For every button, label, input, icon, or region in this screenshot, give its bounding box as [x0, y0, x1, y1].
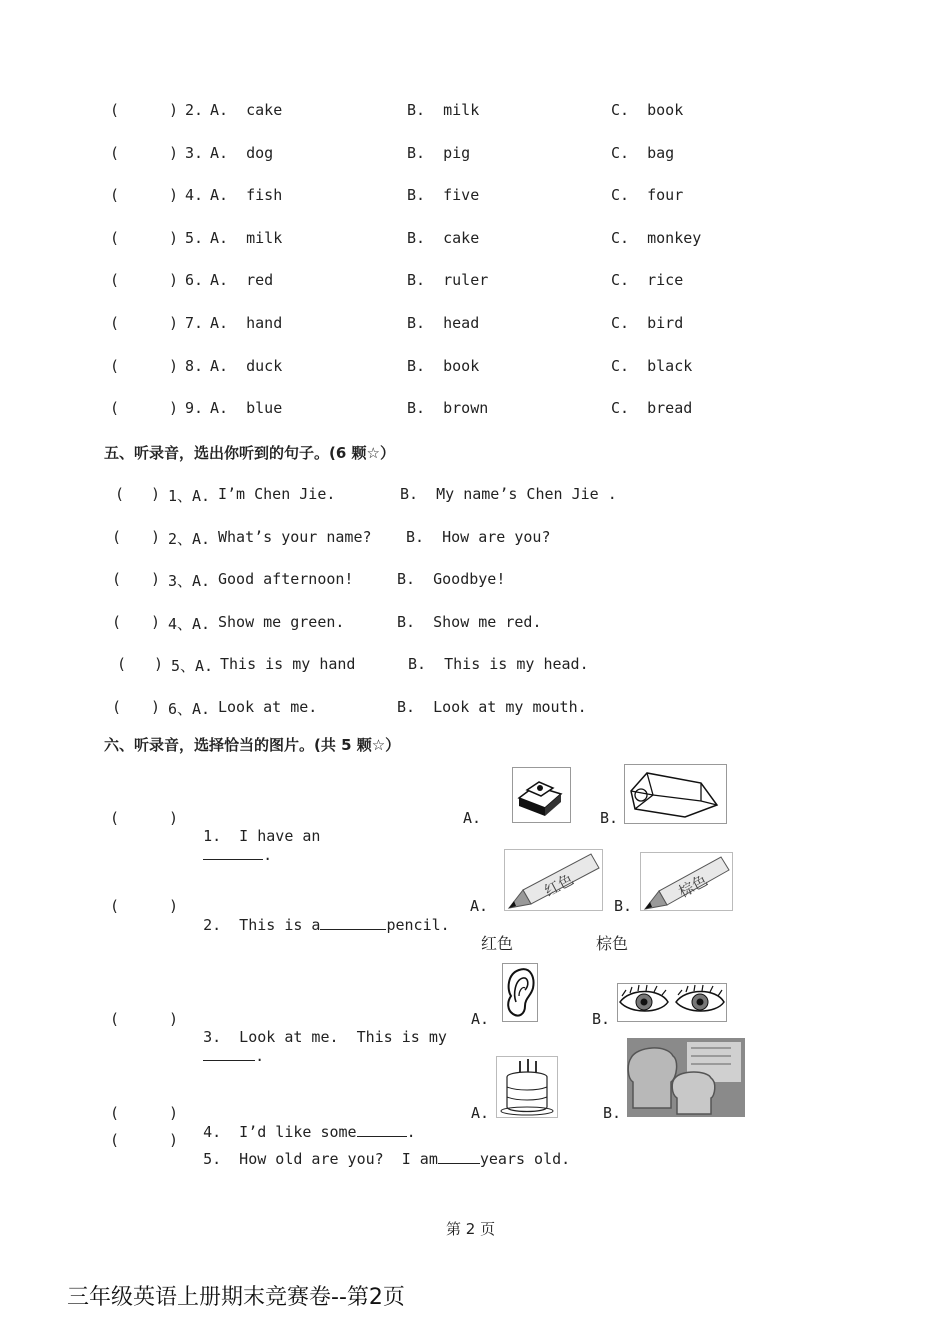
s6-q3-post: . [255, 1047, 265, 1065]
s4-row-question-number: 6. [185, 271, 204, 290]
s5-row-paren-close: ) [151, 698, 161, 716]
s6-q2-text [185, 897, 450, 934]
bread-icon [627, 1038, 745, 1117]
s4-row-paren-open: ( [110, 143, 120, 162]
brown-pencil-picture [640, 852, 733, 911]
s4-row-option-a[interactable]: A. milk [210, 228, 283, 247]
s5-row-option-a-text[interactable]: Look at me. [218, 698, 318, 716]
s4-row-question-number: 8. [185, 356, 204, 375]
s4-row-paren-open: ( [110, 399, 120, 418]
page-number: 第 2 页 [446, 1220, 496, 1238]
s6-q5-text [185, 1131, 570, 1168]
s6-q1-option-a[interactable]: A. [463, 809, 482, 827]
s5-row-option-b[interactable]: B. Look at my mouth. [397, 698, 587, 716]
s4-row-option-c[interactable]: C. four [611, 186, 684, 205]
s4-row-option-b[interactable]: B. milk [407, 101, 480, 119]
s4-row-option-c[interactable]: C. monkey [611, 228, 702, 247]
caption-red: 红色 [481, 934, 514, 953]
s5-row-option-a-text[interactable]: What’s your name? [218, 527, 372, 546]
s4-row-paren-open: ( [110, 314, 120, 332]
birthday-cake-icon [497, 1057, 557, 1117]
s6-q2-post: pencil. [386, 916, 450, 934]
s4-row-option-a[interactable]: A. cake [210, 101, 283, 119]
ear-icon [503, 964, 537, 1021]
s6-q1-paren-close: ) [169, 809, 179, 827]
s5-row-question-number[interactable]: 4、A. [168, 614, 211, 633]
s5-row-option-b[interactable]: B. Goodbye! [397, 570, 506, 589]
s4-row-paren-close: ) [169, 143, 179, 162]
s4-row-option-a[interactable]: A. dog [210, 143, 274, 162]
s6-q2-paren-close: ) [169, 897, 179, 915]
s4-row-option-c[interactable]: C. book [611, 101, 684, 119]
s6-q4-pre: 4. I’d like some [203, 1123, 357, 1141]
s4-row-paren-close: ) [169, 228, 179, 247]
s4-row-option-c[interactable]: C. bread [611, 399, 693, 418]
s6-q3-option-b[interactable]: B. [592, 1010, 611, 1028]
s5-row-paren-close: ) [151, 485, 161, 503]
s4-row-option-b[interactable]: B. pig [407, 143, 471, 162]
pencil-sharpener-picture [624, 764, 727, 824]
s5-row-option-b[interactable]: B. How are you? [406, 527, 551, 546]
s4-row-paren-open: ( [110, 228, 120, 247]
s4-row-option-b[interactable]: B. ruler [407, 271, 489, 290]
s4-row-option-c[interactable]: C. black [611, 356, 693, 375]
s5-row-paren-close: ) [151, 527, 161, 546]
cake-picture [496, 1056, 558, 1118]
s5-row-paren-open: ( [117, 655, 127, 674]
s5-row-paren-close: ) [154, 655, 164, 674]
s5-row-paren-open: ( [112, 570, 122, 589]
s6-q5-paren-close: ) [169, 1131, 179, 1149]
s4-row-option-b[interactable]: B. head [407, 314, 480, 332]
footer-title: 三年级英语上册期末竞赛卷--第2页 [67, 1285, 405, 1310]
s6-q1-text [185, 809, 320, 864]
s5-row-paren-open: ( [112, 612, 122, 631]
s4-row-option-a[interactable]: A. duck [210, 356, 283, 375]
s4-row-option-b[interactable]: B. cake [407, 228, 480, 247]
s4-row-option-a[interactable]: A. blue [210, 399, 283, 418]
s6-q4-post: . [406, 1123, 416, 1141]
s5-row-option-b[interactable]: B. This is my head. [408, 655, 589, 674]
s6-q4-paren-open: ( [110, 1104, 120, 1122]
s6-q1-pre: 1. I have an [203, 827, 321, 845]
red-pencil-icon [505, 850, 602, 910]
section6-heading: 六、听录音，选择恰当的图片。(共 5 颗☆） [104, 736, 401, 754]
s4-row-option-c[interactable]: C. rice [611, 271, 684, 290]
s5-row-option-a-text[interactable]: Show me green. [218, 612, 345, 631]
s4-row-paren-close: ) [169, 101, 179, 119]
s6-q2-pre: 2. This is a [203, 916, 321, 934]
s4-row-option-c[interactable]: C. bird [611, 314, 684, 332]
section5-heading: 五、听录音，选出你听到的句子。(6 颗☆） [104, 444, 395, 462]
bread-picture [627, 1038, 745, 1117]
s4-row-paren-open: ( [110, 186, 120, 205]
s4-row-option-a[interactable]: A. fish [210, 186, 283, 205]
s5-row-paren-open: ( [115, 485, 125, 503]
s4-row-option-b[interactable]: B. five [407, 186, 480, 205]
s4-row-paren-open: ( [110, 356, 120, 375]
brown-pencil-label: 棕色 [675, 871, 711, 902]
s4-row-option-b[interactable]: B. brown [407, 399, 489, 418]
s4-row-question-number: 9. [185, 399, 204, 418]
red-pencil-picture [504, 849, 603, 911]
s6-q3-option-a[interactable]: A. [471, 1010, 490, 1028]
s6-q5-pre: 5. How old are you? I am [203, 1150, 438, 1168]
s6-q4-paren-close: ) [169, 1104, 179, 1122]
s4-row-option-a[interactable]: A. red [210, 271, 274, 290]
red-pencil-label: 红色 [541, 870, 577, 901]
s5-row-option-b[interactable]: B. Show me red. [397, 612, 542, 631]
s6-q4-option-b[interactable]: B. [603, 1104, 622, 1122]
s6-q2-option-a[interactable]: A. [470, 897, 489, 915]
s4-row-option-b[interactable]: B. book [407, 356, 480, 375]
s4-row-question-number: 7. [185, 314, 204, 332]
s4-row-question-number: 4. [185, 186, 204, 205]
s6-q3-text [185, 1010, 447, 1065]
s5-row-paren-open: ( [112, 527, 122, 546]
s4-row-paren-close: ) [169, 271, 179, 290]
s5-row-paren-close: ) [151, 570, 161, 589]
s6-q3-paren-open: ( [110, 1010, 120, 1028]
s4-row-paren-open: ( [110, 271, 120, 290]
s6-q5-paren-open: ( [110, 1131, 120, 1149]
s5-row-paren-open: ( [112, 698, 122, 716]
s6-q3-blank[interactable] [203, 1046, 255, 1061]
s4-row-question-number: 2. [185, 101, 204, 119]
caption-brown: 棕色 [596, 934, 629, 953]
eraser-icon [513, 768, 570, 822]
s6-q3-paren-close: ) [169, 1010, 179, 1028]
s4-row-option-c[interactable]: C. bag [611, 143, 675, 162]
s5-row-question-number[interactable]: 1、A. [168, 487, 211, 505]
s6-q4-option-a[interactable]: A. [471, 1104, 490, 1122]
s6-q3-pre: 3. Look at me. This is my [203, 1028, 447, 1046]
s6-q5-blank[interactable] [438, 1149, 480, 1164]
pencil-icon [625, 765, 726, 823]
eyes-icon [618, 984, 726, 1021]
s6-q1-paren-open: ( [110, 809, 120, 827]
s4-row-question-number: 3. [185, 143, 204, 162]
s4-row-option-a[interactable]: A. hand [210, 314, 283, 332]
s5-row-question-number[interactable]: 5、A. [171, 657, 214, 676]
s5-row-option-a-text[interactable]: Good afternoon! [218, 570, 354, 589]
s6-q5-post: years old. [479, 1150, 571, 1168]
s6-q2-option-b[interactable]: B. [614, 897, 633, 915]
s4-row-paren-close: ) [169, 356, 179, 375]
s5-row-option-b[interactable]: B. My name’s Chen Jie . [400, 485, 617, 503]
s6-q2-blank[interactable] [320, 915, 386, 930]
ear-picture [502, 963, 538, 1022]
s4-row-paren-close: ) [169, 314, 179, 332]
s5-row-option-a-text[interactable]: This is my hand [220, 655, 356, 674]
s6-q1-option-b[interactable]: B. [600, 809, 619, 827]
eraser-picture [512, 767, 571, 823]
s6-q1-blank[interactable] [203, 845, 263, 860]
s5-row-question-number[interactable]: 6、A. [168, 700, 211, 718]
brown-pencil-icon [641, 853, 732, 910]
s5-row-question-number[interactable]: 2、A. [168, 529, 211, 548]
eyes-picture [617, 983, 727, 1022]
s5-row-paren-close: ) [151, 612, 161, 631]
s4-row-paren-close: ) [169, 399, 179, 418]
s4-row-paren-open: ( [110, 101, 120, 119]
s6-q2-paren-open: ( [110, 897, 120, 915]
s6-q1-post: . [263, 846, 273, 864]
s4-row-paren-close: ) [169, 186, 179, 205]
s5-row-question-number[interactable]: 3、A. [168, 572, 211, 591]
s4-row-question-number: 5. [185, 228, 204, 247]
s5-row-option-a-text[interactable]: I’m Chen Jie. [218, 485, 336, 503]
